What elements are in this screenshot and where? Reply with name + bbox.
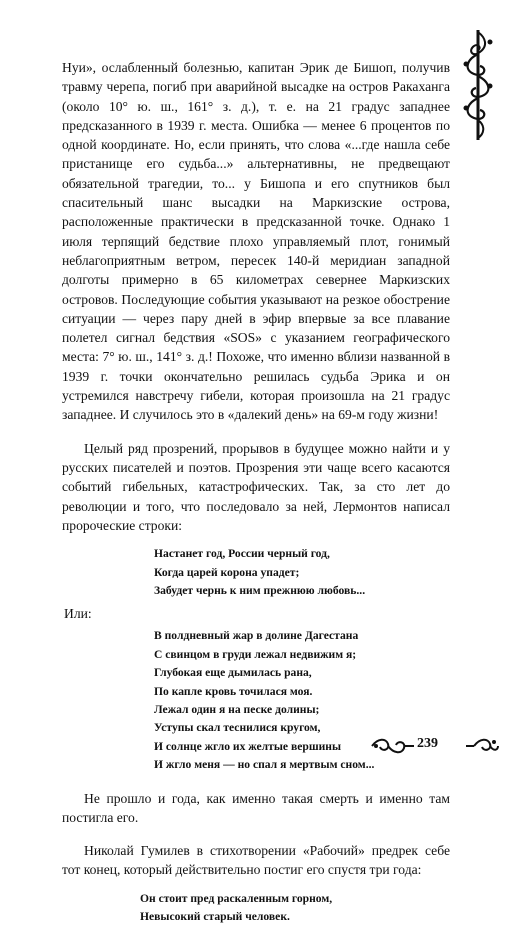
poem-line: Настанет год, России черный год, [154, 547, 330, 561]
poem-line: Забудет чернь к ним прежнюю любовь... [154, 583, 366, 597]
poem-line: И солнце жгло их желтые вершины [154, 739, 342, 753]
poem-line: Глубокая еще дымилась рана, [154, 666, 312, 680]
poem-line: Он стоит пред раскаленным горном, [140, 891, 333, 905]
poem-gumilev [140, 890, 450, 927]
ili-label: Или: [64, 606, 92, 622]
poem-line: По капле кровь точилася моя. [154, 684, 313, 698]
poem-lermontov-1 [154, 545, 450, 600]
paragraph-1: Нуи», ослабленный болезнью, капитан Эрик де Бишоп, получив травму черепа, погиб при аварийной высадке на остров Ракаханга (около 10° ю. ш., 161° з. д.), т. е. на 21 градус западнее предсказанного в 1939 г. места. Ошибка — менее 6 процентов по одной координате. Но, если принять, что слова «...где нашла себе пристанище его судьба...» альтернативны, не предвещают обязательной трагедии, то... у Бишопа и его спутников был спасительный шанс высадки на Маркизские острова, расположенные практически в предсказанной точке. Однако 1 июля терпящий бедствие плохо управляемый плот, гонимый неблагоприятным ветром, пересек 140-й меридиан западной долготы примерно в 65 километрах севернее Маркизских островов. Последующие события указывают на резкое обострение ситуации — через пару дней в эфир впервые за все плавание полетел сигнал бедствия «SOS» с указанием географического места: 7° ю. ш., 141° з. д.! Похоже, что именно вблизи названной в 1939 г. точки окончательно решилась судьба Эрика и он устремился навстречу гибели, которая произошла на 21 градус западнее. И случилось это в «далекий день» на 69-м году жизни! [62, 60, 450, 423]
side-ornament-icon [458, 30, 498, 140]
poem-line: Невысокий старый человек. [140, 910, 290, 924]
poem-line: Лежал один я на песке долины; [154, 702, 320, 716]
paragraph-2: Целый ряд прозрений, прорывов в будущее можно найти и у русских писателей и поэтов. Прозрения эти чаще всего касаются событий гибельных, катастрофических. Так, за сто лет до революции и того, что последовало за ней, Лермонтов написал пророческие строки: [62, 440, 450, 533]
paragraph-3: Не прошло и года, как именно такая смерть и именно там постигла его. [62, 790, 450, 825]
poem-line: Когда царей корона упадет; [154, 565, 300, 579]
page-number: 239 [417, 736, 438, 751]
paragraph-4: Николай Гумилев в стихотворении «Рабочий» предрек себе тот конец, который действительно постиг его спустя три года: [62, 843, 450, 878]
poem-line: В полдневный жар в долине Дагестана [154, 629, 359, 643]
poem-line: Уступы скал теснилися кругом, [154, 721, 321, 735]
poem-line: И жгло меня — но спал я мертвым сном... [154, 758, 375, 772]
page-body [62, 58, 450, 927]
poem-line: С свинцом в груди лежал недвижим я; [154, 647, 357, 661]
